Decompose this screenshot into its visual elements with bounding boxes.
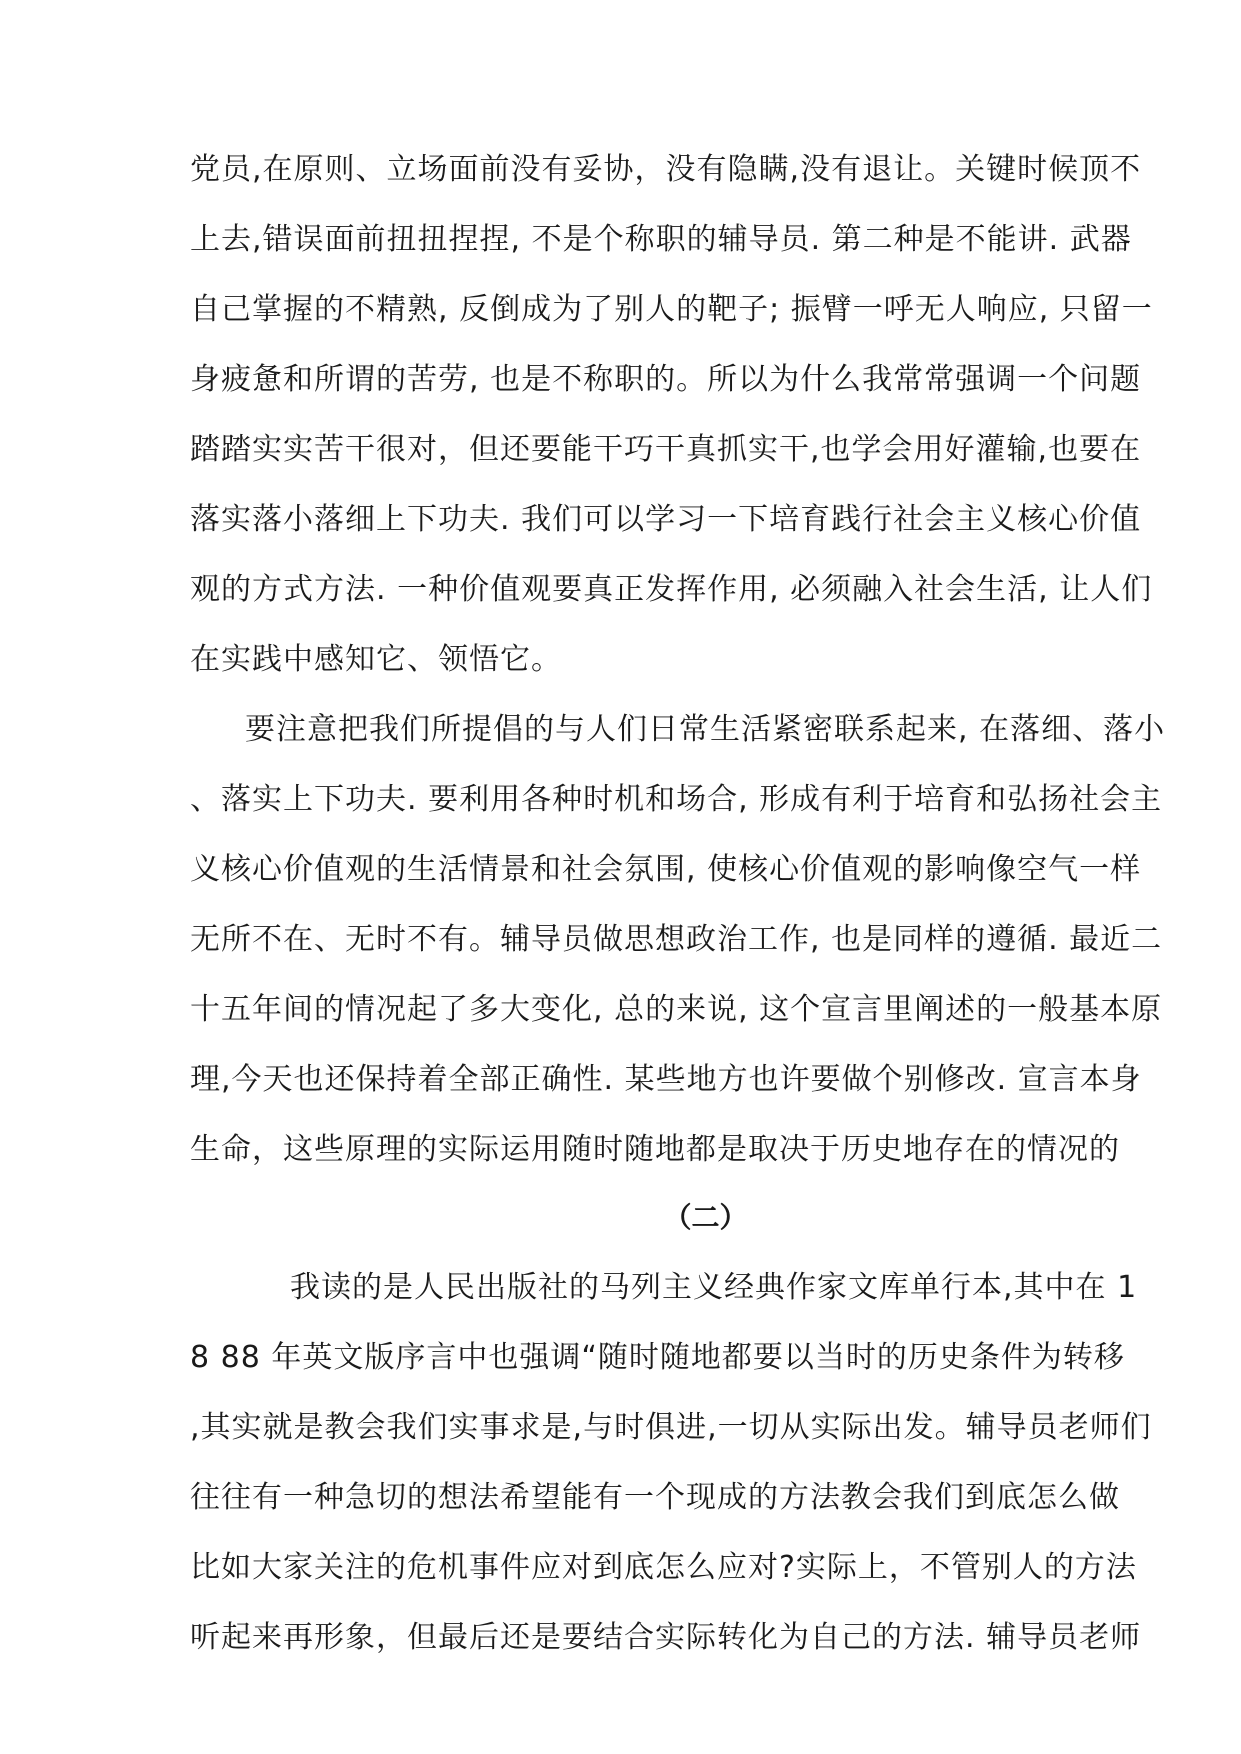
paragraph-1-line-3: 自己掌握的不精熟, 反倒成为了别人的靶子; 振臂一呼无人响应, 只留一 — [190, 292, 1153, 327]
paragraph-3-line-5: 比如大家关注的危机事件应对到底怎么应对?实际上，不管别人的方法 — [190, 1550, 1137, 1585]
paragraph-2-line-1: 要注意把我们所提倡的与人们日常生活紧密联系起来, 在落细、落小 — [245, 712, 1166, 747]
paragraph-1-line-2: 上去,错误面前扭扭捏捏, 不是个称职的辅导员. 第二种是不能讲. 武器 — [190, 222, 1132, 257]
paragraph-3-line-4: 往往有一种急切的想法希望能有一个现成的方法教会我们到底怎么做 — [190, 1480, 1120, 1515]
paragraph-1-line-4: 身疲惫和所谓的苦劳, 也是不称职的。所以为什么我常常强调一个问题 — [190, 362, 1142, 397]
paragraph-1-line-7: 观的方式方法. 一种价值观要真正发挥作用, 必须融入社会生活, 让人们 — [190, 572, 1153, 607]
paragraph-3-line-3: ,其实就是教会我们实事求是,与时俱进,一切从实际出发。辅导员老师们 — [190, 1410, 1152, 1445]
paragraph-1-line-1: 党员,在原则、立场面前没有妥协，没有隐瞒,没有退让。关键时候顶不 — [190, 152, 1142, 187]
paragraph-2-line-2: 、落实上下功夫. 要利用各种时机和场合, 形成有利于培育和弘扬社会主 — [190, 782, 1163, 817]
paragraph-3-line-6: 听起来再形象，但最后还是要结合实际转化为自己的方法. 辅导员老师 — [190, 1620, 1142, 1655]
paragraph-3-line-2: 8 88 年英文版序言中也强调“随时随地都要以当时的历史条件为转移 — [190, 1340, 1125, 1375]
section-heading: （二） — [663, 1201, 748, 1234]
paragraph-2-line-5: 十五年间的情况起了多大变化, 总的来说, 这个宣言里阐述的一般基本原 — [190, 992, 1163, 1027]
paragraph-2-line-3: 义核心价值观的生活情景和社会氛围, 使核心价值观的影响像空气一样 — [190, 852, 1142, 887]
paragraph-1-line-5: 踏踏实实苦干很对，但还要能干巧干真抓实干,也学会用好灌输,也要在 — [190, 432, 1142, 467]
paragraph-2-line-6: 理,今天也还保持着全部正确性. 某些地方也许要做个别修改. 宣言本身 — [190, 1062, 1142, 1097]
paragraph-2-line-4: 无所不在、无时不有。辅导员做思想政治工作, 也是同样的遵循. 最近二 — [190, 922, 1163, 957]
paragraph-2-line-7: 生命，这些原理的实际运用随时随地都是取决于历史地存在的情况的 — [190, 1132, 1120, 1167]
paragraph-1-line-6: 落实落小落细上下功夫. 我们可以学习一下培育践行社会主义核心价值 — [190, 502, 1142, 537]
paragraph-3-line-1: 我读的是人民出版社的马列主义经典作家文库单行本,其中在 1 — [290, 1270, 1138, 1305]
paragraph-1-line-8: 在实践中感知它、领悟它。 — [190, 642, 562, 677]
